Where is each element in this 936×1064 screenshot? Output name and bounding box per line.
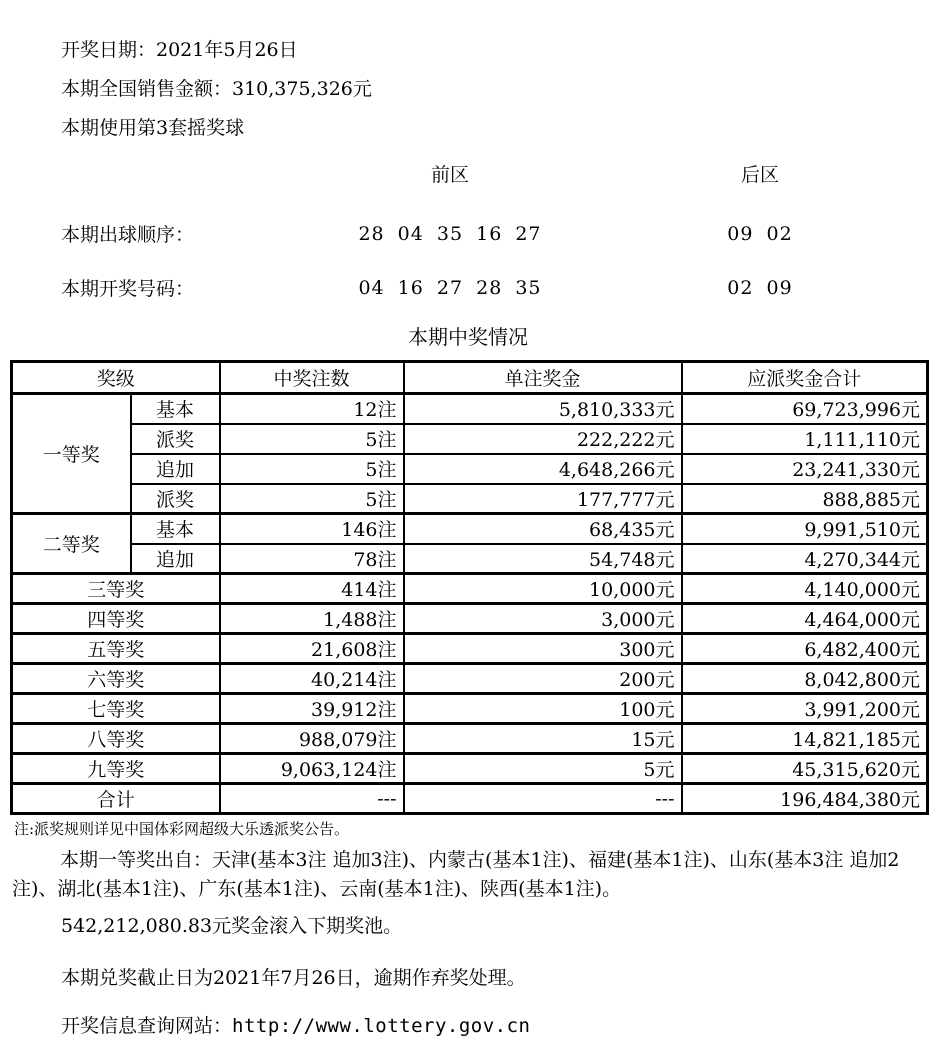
prize-amount-cell: 4,648,266元 [404,454,682,484]
first-prize-origin: 本期一等奖出自：天津(基本3注 追加3注)、内蒙古(基本1注)、福建(基本1注)、山东(基本3注 追加2注)、湖北(基本1注)、广东(基本1注)、云南(基本1注)、陕西(基本1注)。 [12,849,900,900]
count-cell: 40,214注 [220,664,404,694]
prize-row [12,484,928,514]
front-zone-label: 前区 [430,164,469,186]
rollover-line: 542,212,080.83元奖金滚入下期奖池。 [61,915,403,937]
back-zone-label: 后区 [740,164,779,186]
prize-amount-cell: 15元 [404,724,682,754]
query-website-line [61,1016,936,1036]
total-amount-cell: 4,464,000元 [682,604,928,634]
prize-amount-cell: 3,000元 [404,604,682,634]
draw-order-row [0,220,936,247]
total-amount-cell: 45,315,620元 [682,754,928,784]
prize-amount-cell: --- [404,784,682,814]
count-cell: 5注 [220,424,404,454]
count-cell: 78注 [220,544,404,574]
count-cell: 414注 [220,574,404,604]
header-single-prize: 单注奖金 [404,362,682,394]
prize-row [12,724,928,754]
prize-amount-cell: 300元 [404,634,682,664]
payout-rule-note: 注:派奖规则详见中国体彩网超级大乐透派奖公告。 [14,820,350,838]
prize-amount-cell: 54,748元 [404,544,682,574]
prize-row [12,424,928,454]
query-website-url[interactable]: http://www.lottery.gov.cn [232,1015,531,1037]
redeem-deadline-line: 本期兑奖截止日为2021年7月26日，逾期作弃奖处理。 [61,967,526,989]
total-amount-cell: 9,991,510元 [682,514,928,544]
total-amount-cell: 23,241,330元 [682,454,928,484]
header-total-prize: 应派奖金合计 [682,362,928,394]
total-amount-cell: 4,270,344元 [682,544,928,574]
prize-level-cell: 六等奖 [12,664,220,694]
prize-amount-cell: 200元 [404,664,682,694]
prize-row [12,664,928,694]
total-amount-cell: 1,111,110元 [682,424,928,454]
prize-row [12,394,928,424]
winning-numbers-label: 本期开奖号码： [61,278,195,300]
sub-type-cell: 追加 [131,454,220,484]
header-count: 中奖注数 [220,362,404,394]
count-cell: 1,488注 [220,604,404,634]
ball-set-line: 本期使用第3套摇奖球 [61,117,245,139]
winning-back-numbers: 02 09 [727,276,793,299]
prize-amount-cell: 177,777元 [404,484,682,514]
prize-amount-cell: 5元 [404,754,682,784]
draw-order-back-numbers: 09 02 [727,222,793,245]
prize-level-cell: 八等奖 [12,724,220,754]
prize-level-cell: 七等奖 [12,694,220,724]
prize-amount-cell: 100元 [404,694,682,724]
count-cell: 21,608注 [220,634,404,664]
count-cell: 5注 [220,484,404,514]
prize-table-header-row [12,362,928,394]
sub-type-cell: 派奖 [131,484,220,514]
count-cell: --- [220,784,404,814]
prize-amount-cell: 68,435元 [404,514,682,544]
zone-header-row [0,160,936,187]
winning-front-numbers: 04 16 27 28 35 [358,276,542,299]
count-cell: 9,063,124注 [220,754,404,784]
total-amount-cell: 6,482,400元 [682,634,928,664]
prize-level-cell: 合计 [12,784,220,814]
count-cell: 39,912注 [220,694,404,724]
prize-level-cell: 九等奖 [12,754,220,784]
prize-row [12,454,928,484]
count-cell: 146注 [220,514,404,544]
query-website-label: 开奖信息查询网站： [61,1015,233,1037]
total-amount-cell: 888,885元 [682,484,928,514]
prize-level-cell: 四等奖 [12,604,220,634]
prize-level-cell: 一等奖 [12,394,131,514]
total-amount-cell: 14,821,185元 [682,724,928,754]
total-amount-cell: 8,042,800元 [682,664,928,694]
total-amount-cell: 4,140,000元 [682,574,928,604]
sub-type-cell: 基本 [131,514,220,544]
prize-row [12,754,928,784]
draw-order-front-numbers: 28 04 35 16 27 [358,222,542,245]
prize-amount-cell: 10,000元 [404,574,682,604]
prize-level-cell: 三等奖 [12,574,220,604]
draw-order-label: 本期出球顺序： [61,224,195,246]
prize-table [10,360,929,815]
prize-amount-cell: 222,222元 [404,424,682,454]
total-amount-cell: 69,723,996元 [682,394,928,424]
prize-row [12,604,928,634]
prize-row [12,514,928,544]
count-cell: 988,079注 [220,724,404,754]
count-cell: 12注 [220,394,404,424]
winning-numbers-row [0,274,936,301]
prize-level-cell: 二等奖 [12,514,131,574]
prize-table-title: 本期中奖情况 [408,325,528,349]
prize-row [12,574,928,604]
prize-row [12,694,928,724]
prize-level-cell: 五等奖 [12,634,220,664]
total-row [12,784,928,814]
total-amount-cell: 196,484,380元 [682,784,928,814]
sub-type-cell: 派奖 [131,424,220,454]
sub-type-cell: 基本 [131,394,220,424]
draw-date-line: 开奖日期：2021年5月26日 [61,39,298,61]
sub-type-cell: 追加 [131,544,220,574]
sales-amount-line: 本期全国销售金额：310,375,326元 [61,78,372,100]
total-amount-cell: 3,991,200元 [682,694,928,724]
prize-row [12,544,928,574]
count-cell: 5注 [220,454,404,484]
prize-amount-cell: 5,810,333元 [404,394,682,424]
prize-row [12,634,928,664]
header-prize-level: 奖级 [12,362,220,394]
top-info [61,0,936,138]
